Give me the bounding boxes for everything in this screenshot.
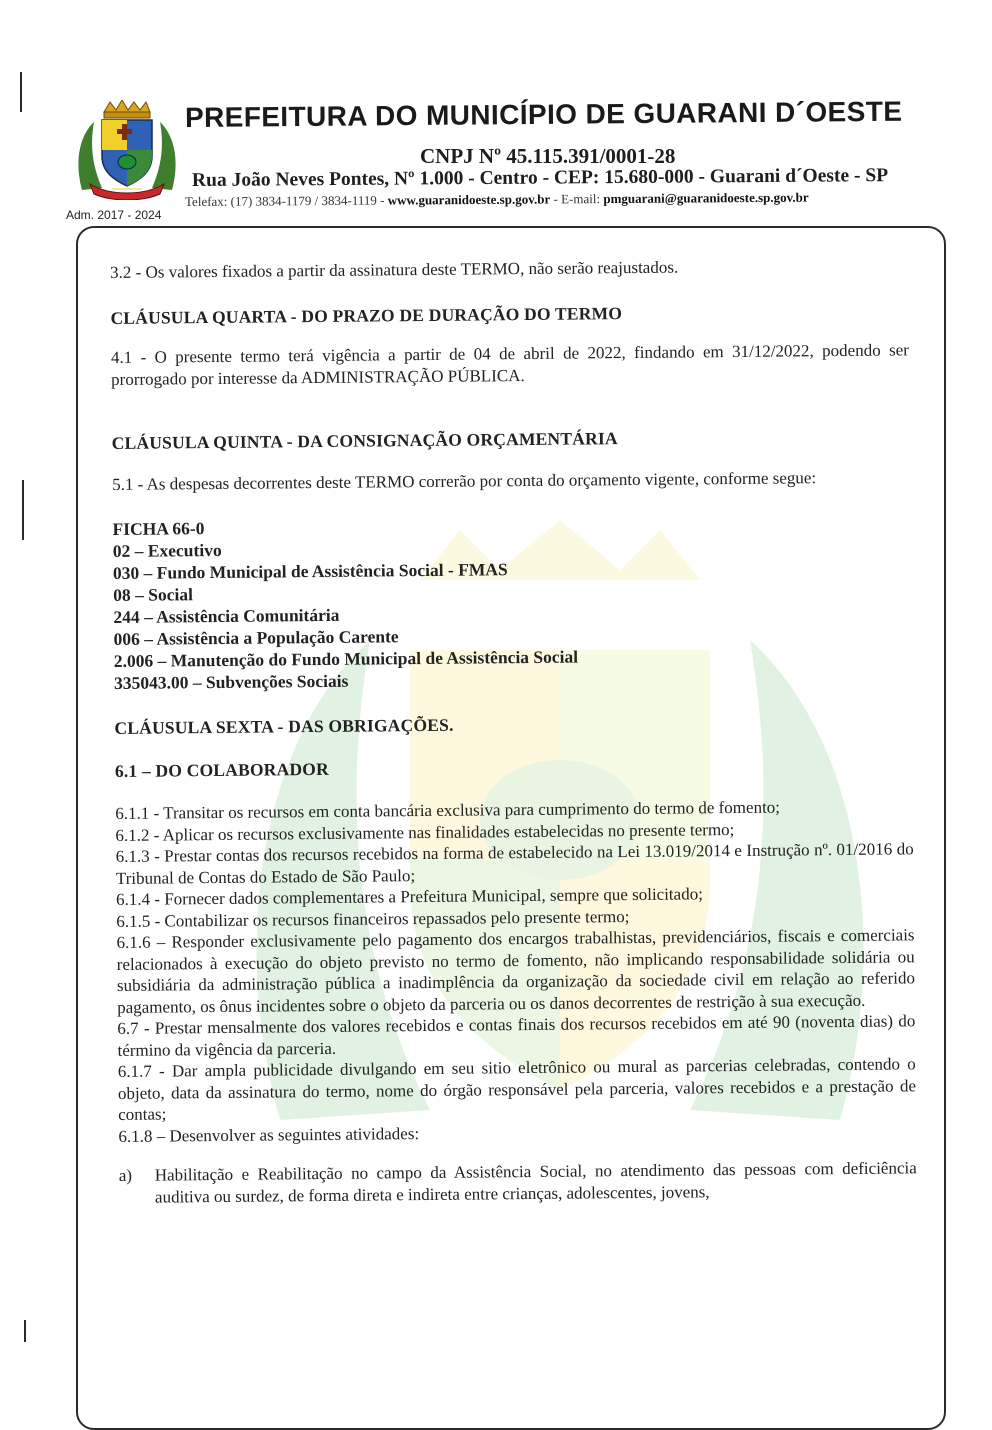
email-link[interactable]: pmguarani@guaranidoeste.sp.gov.br — [603, 189, 809, 207]
obligation-item: 6.1.1 - Transitar os recursos em conta bancária exclusiva para cumprimento do termo de fomento; — [115, 797, 781, 823]
document-body — [110, 254, 917, 1208]
activity-item-a — [119, 1157, 917, 1208]
obligation-item: 6.7 - Prestar mensalmente dos valores recebidos e contas finais dos recursos recebidos em até 90 (noventa dias) do término da vigência da parceria. — [117, 1011, 916, 1060]
paragraph-3-2: 3.2 - Os valores fixados a partir da assinatura deste TERMO, não serão reajustados. — [110, 257, 679, 282]
ficha-line: 030 – Fundo Municipal de Assistência Social - FMAS — [112, 559, 508, 583]
budget-ficha-list — [112, 510, 912, 694]
paragraph-5-1: 5.1 - As despesas decorrentes deste TERMO correrão por conta do orçamento vigente, conforme segue: — [112, 467, 817, 494]
obligation-item: 6.1.4 - Fornecer dados complementares a Prefeitura Municipal, sempre que solicitado; — [116, 884, 703, 909]
paragraph-4-1: 4.1 - O presente termo terá vigência a partir de 04 de abril de 2022, findando em 31/12/2022, podendo ser prorrogado por interesse da ADMINISTRAÇÃO PÚBLICA. — [110, 340, 909, 389]
cnpj-number: CNPJ Nº 45.115.391/0001-28 — [420, 144, 676, 168]
ficha-line: 08 – Social — [113, 584, 194, 605]
ficha-line: 02 – Executivo — [112, 539, 222, 561]
ficha-line: 335043.00 – Subvenções Sociais — [113, 670, 349, 693]
obligation-item: 6.1.5 - Contabilizar os recursos financeiros repassados pelo presente termo; — [116, 906, 630, 931]
activity-item-label: a) — [118, 1165, 133, 1185]
address-line: Rua João Neves Pontes, Nº 1.000 - Centro - CEP: 15.680-000 - Guarani d´Oeste - SP — [191, 165, 889, 191]
administration-period: Adm. 2017 - 2024 — [66, 208, 162, 222]
telefax-text: Telefax: (17) 3834-1179 / 3834-1119 - — [184, 192, 388, 209]
heading-clausula-sexta: CLÁUSULA SEXTA - DAS OBRIGAÇÕES. — [114, 714, 454, 738]
obligations-list — [115, 795, 916, 1147]
email-label: - E-mail: — [550, 191, 604, 207]
ficha-line: 006 – Assistência a População Carente — [113, 626, 399, 649]
heading-6-1-colaborador: 6.1 – DO COLABORADOR — [114, 758, 329, 781]
obligation-item: 6.1.8 – Desenvolver as seguintes atividades: — [118, 1123, 420, 1146]
activity-item-text: Habilitação e Reabilitação no campo da Assistência Social, no atendimento das pessoas com deficiência auditiva ou surdez, de forma direta e indireta entre crianças, adolescentes, jovens, — [154, 1158, 917, 1207]
ficha-line: 244 – Assistência Comunitária — [113, 604, 340, 627]
ficha-line: 2.006 – Manutenção do Fundo Municipal de Assistência Social — [113, 646, 579, 671]
scan-mark-bottom — [24, 1320, 26, 1342]
heading-clausula-quinta: CLÁUSULA QUINTA - DA CONSIGNAÇÃO ORÇAMENTÁRIA — [111, 428, 618, 453]
scan-mark-middle — [22, 480, 24, 540]
letterhead — [0, 0, 992, 230]
municipal-coat-of-arms-icon — [72, 100, 182, 200]
contact-line — [185, 190, 809, 210]
website-link[interactable]: www.guaranidoeste.sp.gov.br — [387, 191, 551, 208]
heading-clausula-quarta: CLÁUSULA QUARTA - DO PRAZO DE DURAÇÃO DO TERMO — [110, 302, 623, 328]
ficha-line: FICHA 66-0 — [112, 518, 205, 539]
municipality-title: PREFEITURA DO MUNICÍPIO DE GUARANI D´OESTE — [184, 95, 903, 133]
obligation-item: 6.1.3 - Prestar contas dos recursos recebidos na forma de estabelecido na Lei 13.019/2014 e Instrução nº. 01/2016 do Tribunal de Contas do Estado de São Paulo; — [115, 839, 914, 888]
obligation-item: 6.1.6 – Responder exclusivamente pelo pagamento dos encargos trabalhistas, previdenciários, fiscais e comerciais relacionados à execução do objeto previsto no termo de fomento, não implicando responsabilidade solidária ou subsidiária da administração pública a inadimplência da organização da sociedade civil em relação ao referido pagamento, os ônus incidentes sobre o objeto da parceria ou os danos decorrentes de restrição à sua execução. — [116, 925, 915, 1017]
obligation-item: 6.1.2 - Aplicar os recursos exclusivamente nas finalidades estabelecidas no presente termo; — [115, 819, 735, 845]
obligation-item: 6.1.7 - Dar ampla publicidade divulgando em seu sitio eletrônico ou mural as parcerias celebradas, contendo o objeto, data da assinatura do termo, nome do órgão responsável pela parceria, valores recebidos e a prestação de contas; — [117, 1054, 917, 1124]
